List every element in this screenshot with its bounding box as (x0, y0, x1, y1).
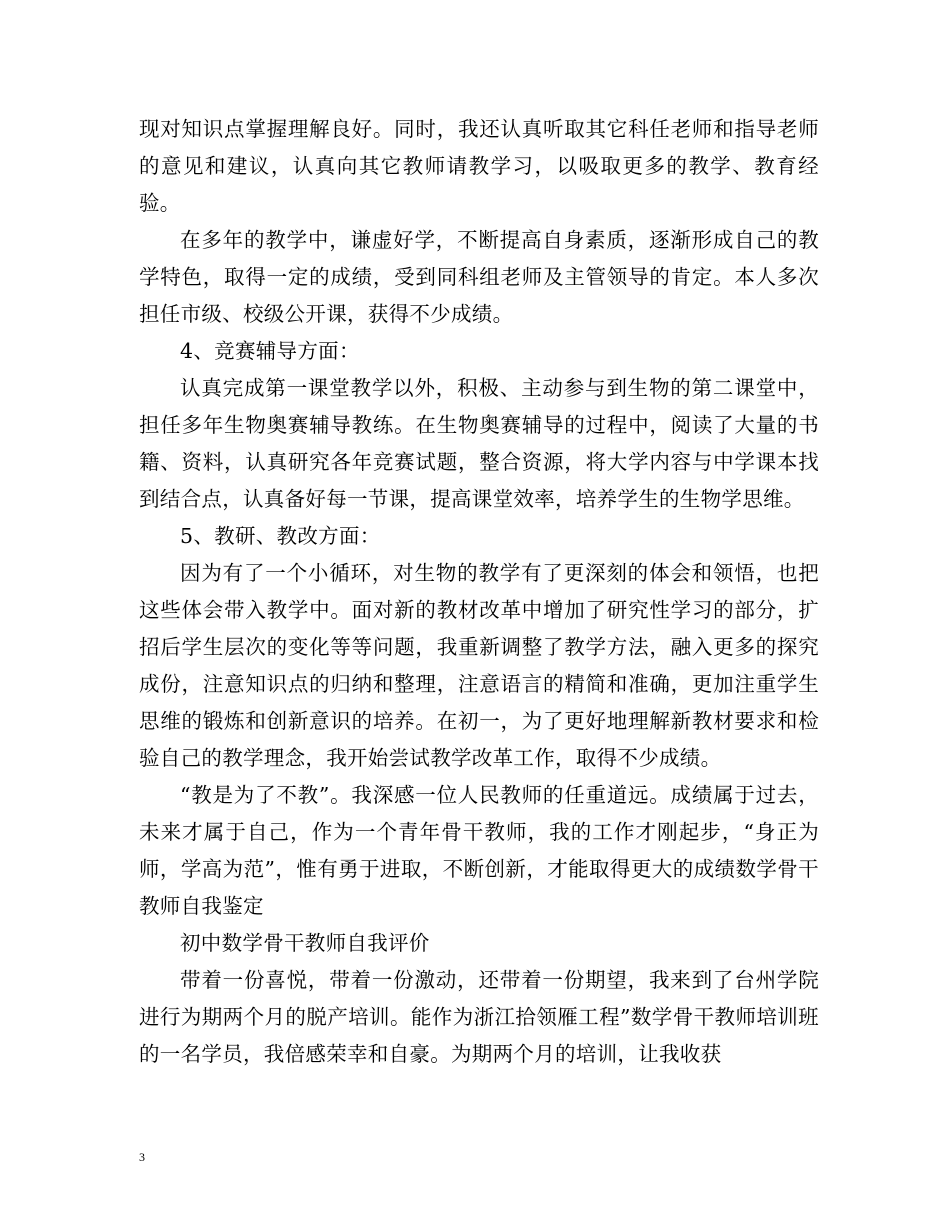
document-body (139, 111, 819, 1073)
paragraph-teaching-reform: 因为有了一个小循环，对生物的教学有了更深刻的体会和领悟，也把这些体会带入教学中。面对新的教材改革中增加了研究性学习的部分，扩招后学生层次的变化等等问题，我重新调整了教学方法，融入更多的探究成份，注意知识点的归纳和整理，注意语言的精简和准确，更加注重学生思维的锻炼和创新意识的培养。在初一，为了更好地理解新教材要求和检验自己的教学理念，我开始尝试教学改革工作，取得不少成绩。 (139, 561, 819, 770)
paragraph-conclusion: “教是为了不教”。我深感一位人民教师的任重道远。成绩属于过去，未来才属于自己，作为一个青年骨干教师，我的工作才刚起步，“身正为师，学高为范”，惟有勇于进取，不断创新，才能取得更大的成绩数学骨干教师自我鉴定 (139, 783, 819, 918)
paragraph-continued: 现对知识点掌握理解良好。同时，我还认真听取其它科任老师和指导老师的意见和建议，认真向其它教师请教学习，以吸取更多的教学、教育经验。 (139, 117, 819, 215)
page-number: 3 (139, 1150, 145, 1164)
section-heading-teaching-research: 5、教研、教改方面： (180, 524, 381, 548)
paragraph-teaching-experience: 在多年的教学中，谦虚好学，不断提高自身素质，逐渐形成自己的教学特色，取得一定的成绩，受到同科组老师及主管领导的肯定。本人多次担任市级、校级公开课，获得不少成绩。 (139, 228, 819, 326)
section-heading-competition: 4、竞赛辅导方面： (180, 339, 360, 363)
section-title-self-evaluation: 初中数学骨干教师自我评价 (180, 931, 430, 955)
paragraph-competition-coaching: 认真完成第一课堂教学以外，积极、主动参与到生物的第二课堂中，担任多年生物奥赛辅导教练。在生物奥赛辅导的过程中，阅读了大量的书籍、资料，认真研究各年竞赛试题，整合资源，将大学内容与中学课本找到结合点，认真备好每一节课，提高课堂效率，培养学生的生物学思维。 (139, 376, 819, 511)
paragraph-training: 带着一份喜悦，带着一份激动，还带着一份期望，我来到了台州学院进行为期两个月的脱产培训。能作为浙江拾领雁工程”数学骨干教师培训班的一名学员，我倍感荣幸和自豪。为期两个月的培训，让我收获 (139, 968, 819, 1066)
